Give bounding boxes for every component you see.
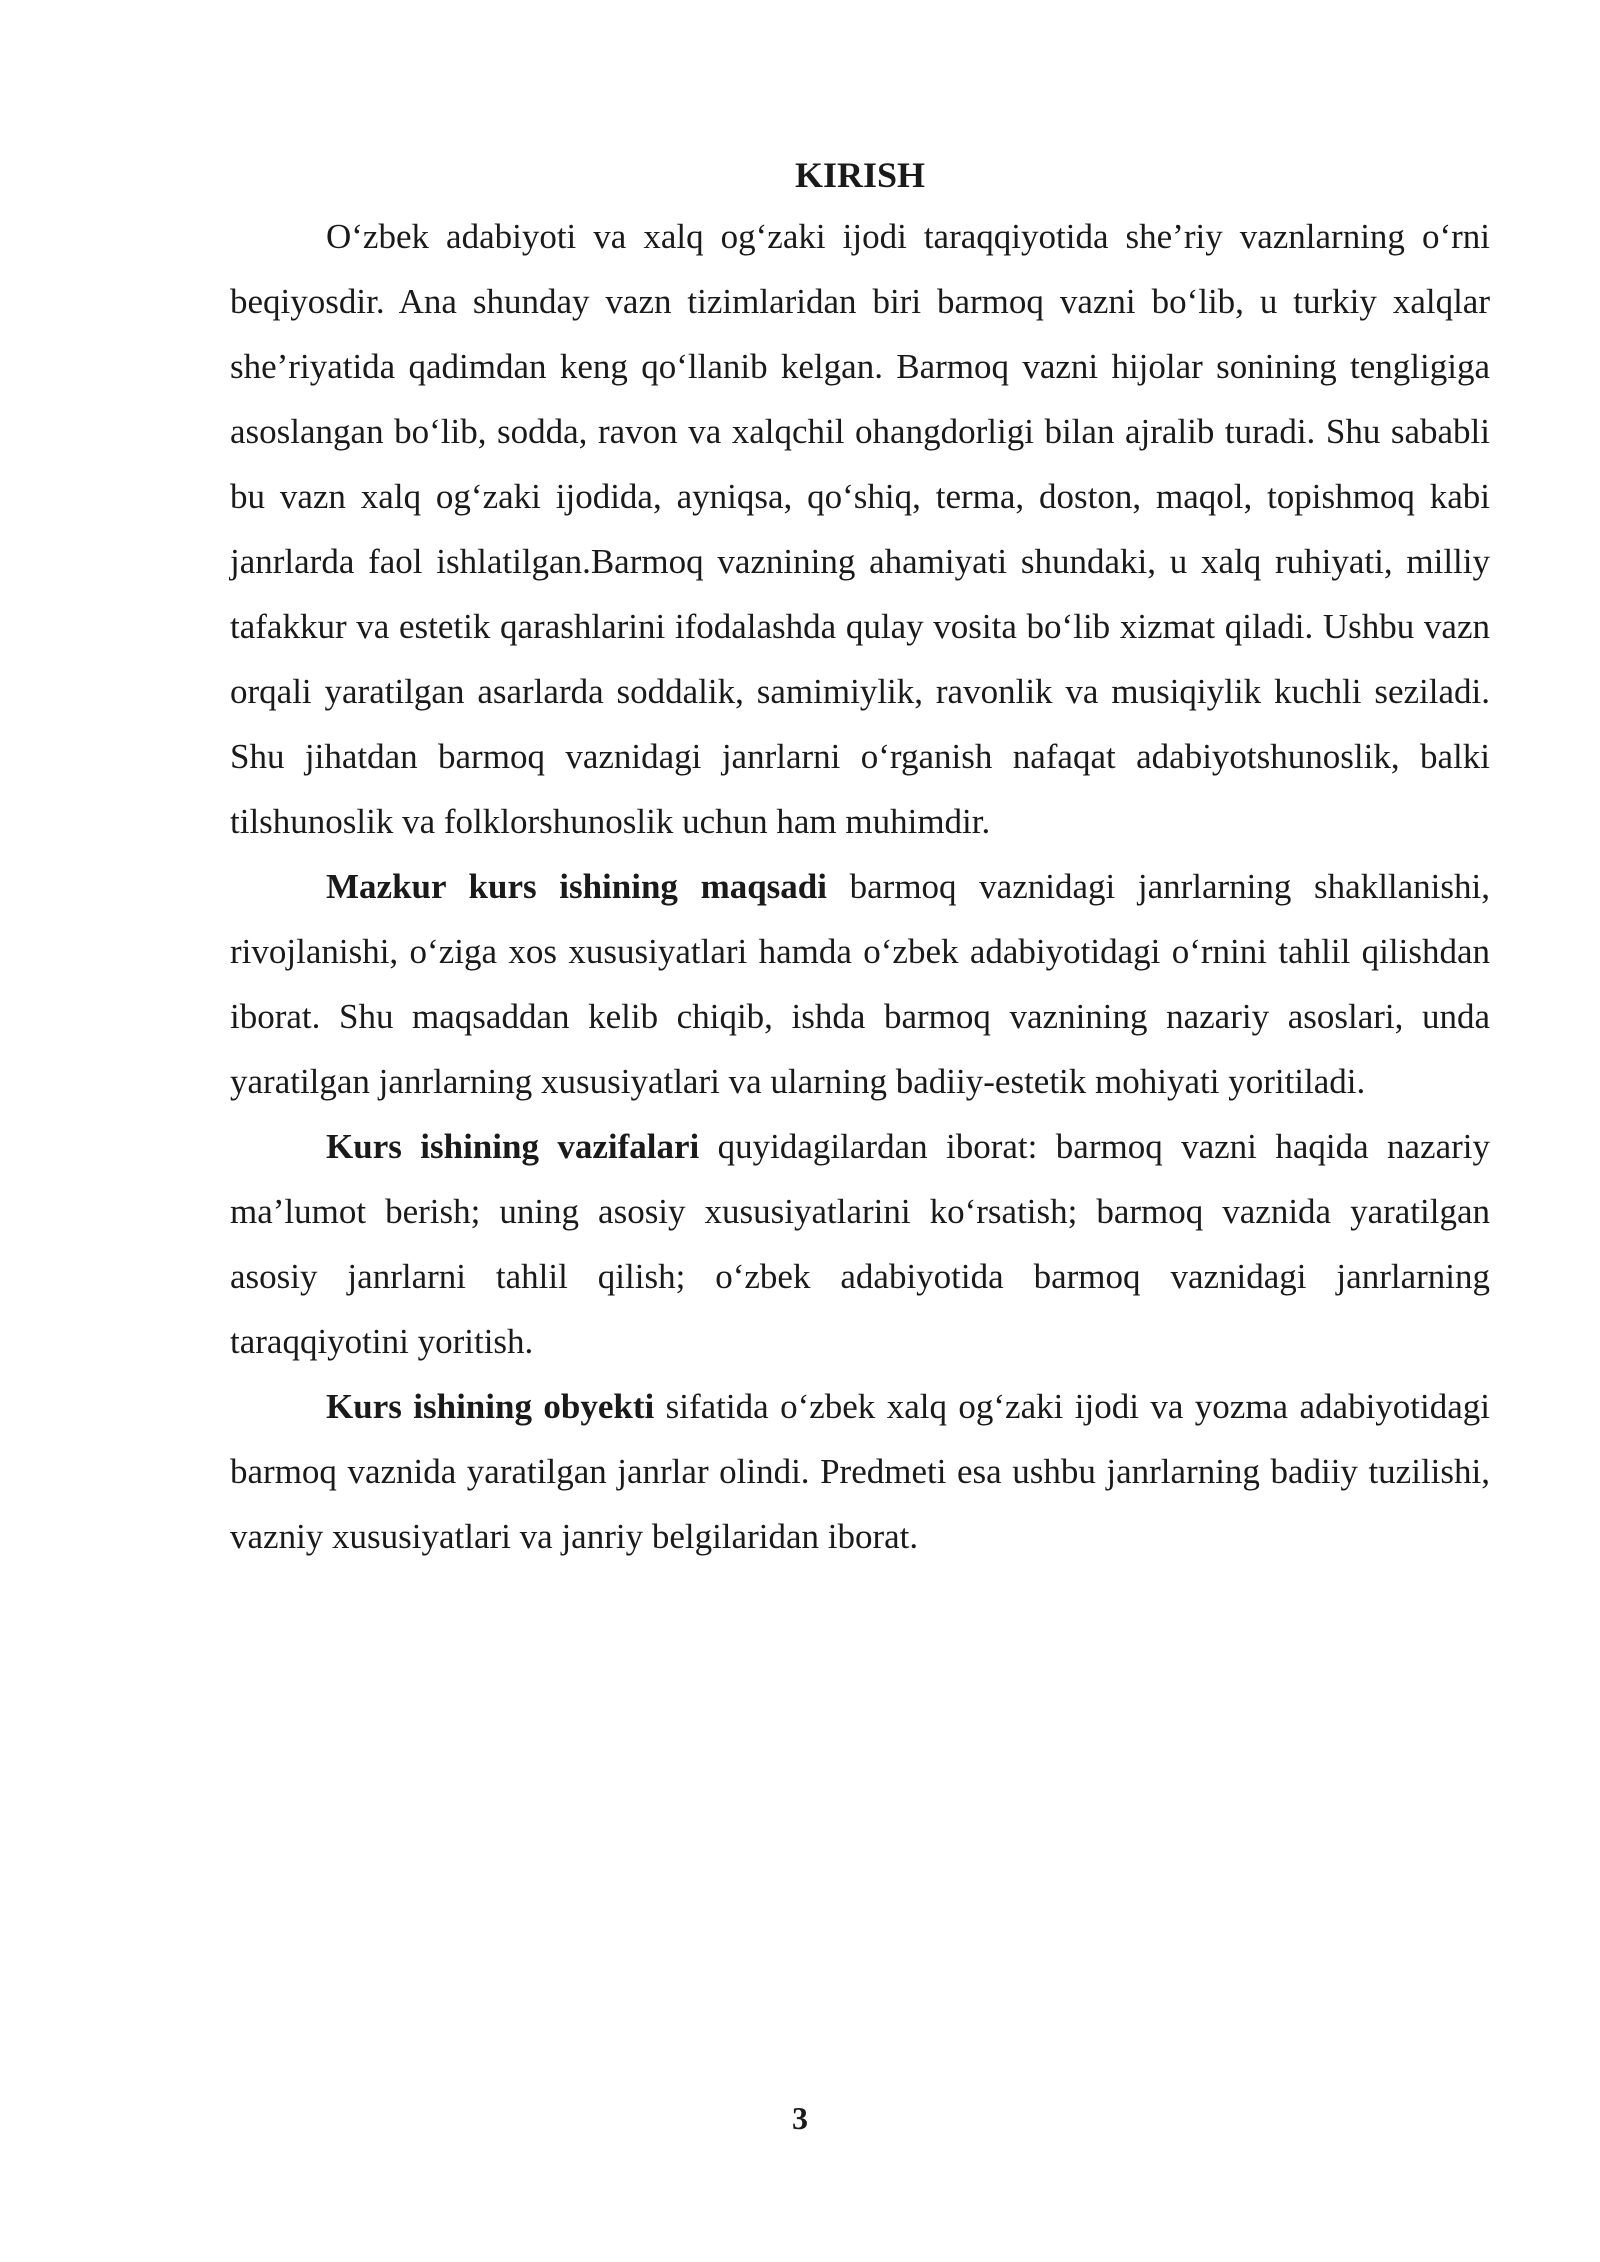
goal-paragraph <box>230 854 1490 1114</box>
section-heading: KIRISH <box>794 155 926 195</box>
tasks-text: quyidagilardan iborat: barmoq vazni haqida nazariy ma’lumot berish; uning asosiy xususiyatlarini ko‘rsatish; barmoq vaznida yaratilgan asosiy janrlarni tahlil qilish; o‘zbek adabiyotida barmoq vaznidagi janrlarning taraqqiyotini yoritish. <box>230 1127 1491 1361</box>
tasks-lead: Kurs ishining vazifalari <box>326 1127 700 1166</box>
tasks-paragraph <box>230 1114 1490 1374</box>
intro-paragraph: O‘zbek adabiyoti va xalq og‘zaki ijodi taraqqiyotida she’riy vaznlarning o‘rni beqiyosdir. Ana shunday vazn tizimlaridan biri barmoq vazni bo‘lib, u turkiy xalqlar she’riyatida qadimdan keng qo‘llanib kelgan. Barmoq vazni hijolar sonining tengligiga asoslangan bo‘lib, sodda, ravon va xalqchil ohangdorligi bilan ajralib turadi. Shu sababli bu vazn xalq og‘zaki ijodida, ayniqsa, qo‘shiq, terma, doston, maqol, topishmoq kabi janrlarda faol ishlatilgan.Barmoq vaznining ahamiyati shundaki, u xalq ruhiyati, milliy tafakkur va estetik qarashlarini ifodalashda qulay vosita bo‘lib xizmat qiladi. Ushbu vazn orqali yaratilgan asarlarda soddalik, samimiylik, ravonlik va musiqiylik kuchli seziladi. Shu jihatdan barmoq vaznidagi janrlarni o‘rganish nafaqat adabiyotshunoslik, balki tilshunoslik va folklorshunoslik uchun ham muhimdir. <box>230 217 1490 841</box>
goal-text: barmoq vaznidagi janrlarning shakllanishi, rivojlanishi, o‘ziga xos xususiyatlari hamda o‘zbek adabiyotidagi o‘rnini tahlil qilishdan iborat. Shu maqsaddan kelib chiqib, ishda barmoq vaznining nazariy asoslari, unda yaratilgan janrlarning xususiyatlari va ularning badiiy-estetik mohiyati yoritiladi. <box>230 867 1490 1101</box>
object-lead: Kurs ishining obyekti <box>326 1387 655 1426</box>
object-text: sifatida o‘zbek xalq og‘zaki ijodi va yozma adabiyotidagi barmoq vaznida yaratilgan janrlar olindi. Predmeti esa ushbu janrlarning badiiy tuzilishi, vazniy xususiyatlari va janriy belgilaridan iborat. <box>230 1387 1490 1556</box>
object-paragraph <box>230 1374 1490 1569</box>
page-number: 3 <box>792 2100 808 2136</box>
goal-lead: Mazkur kurs ishining maqsadi <box>326 867 827 906</box>
page-content <box>230 150 1490 1569</box>
